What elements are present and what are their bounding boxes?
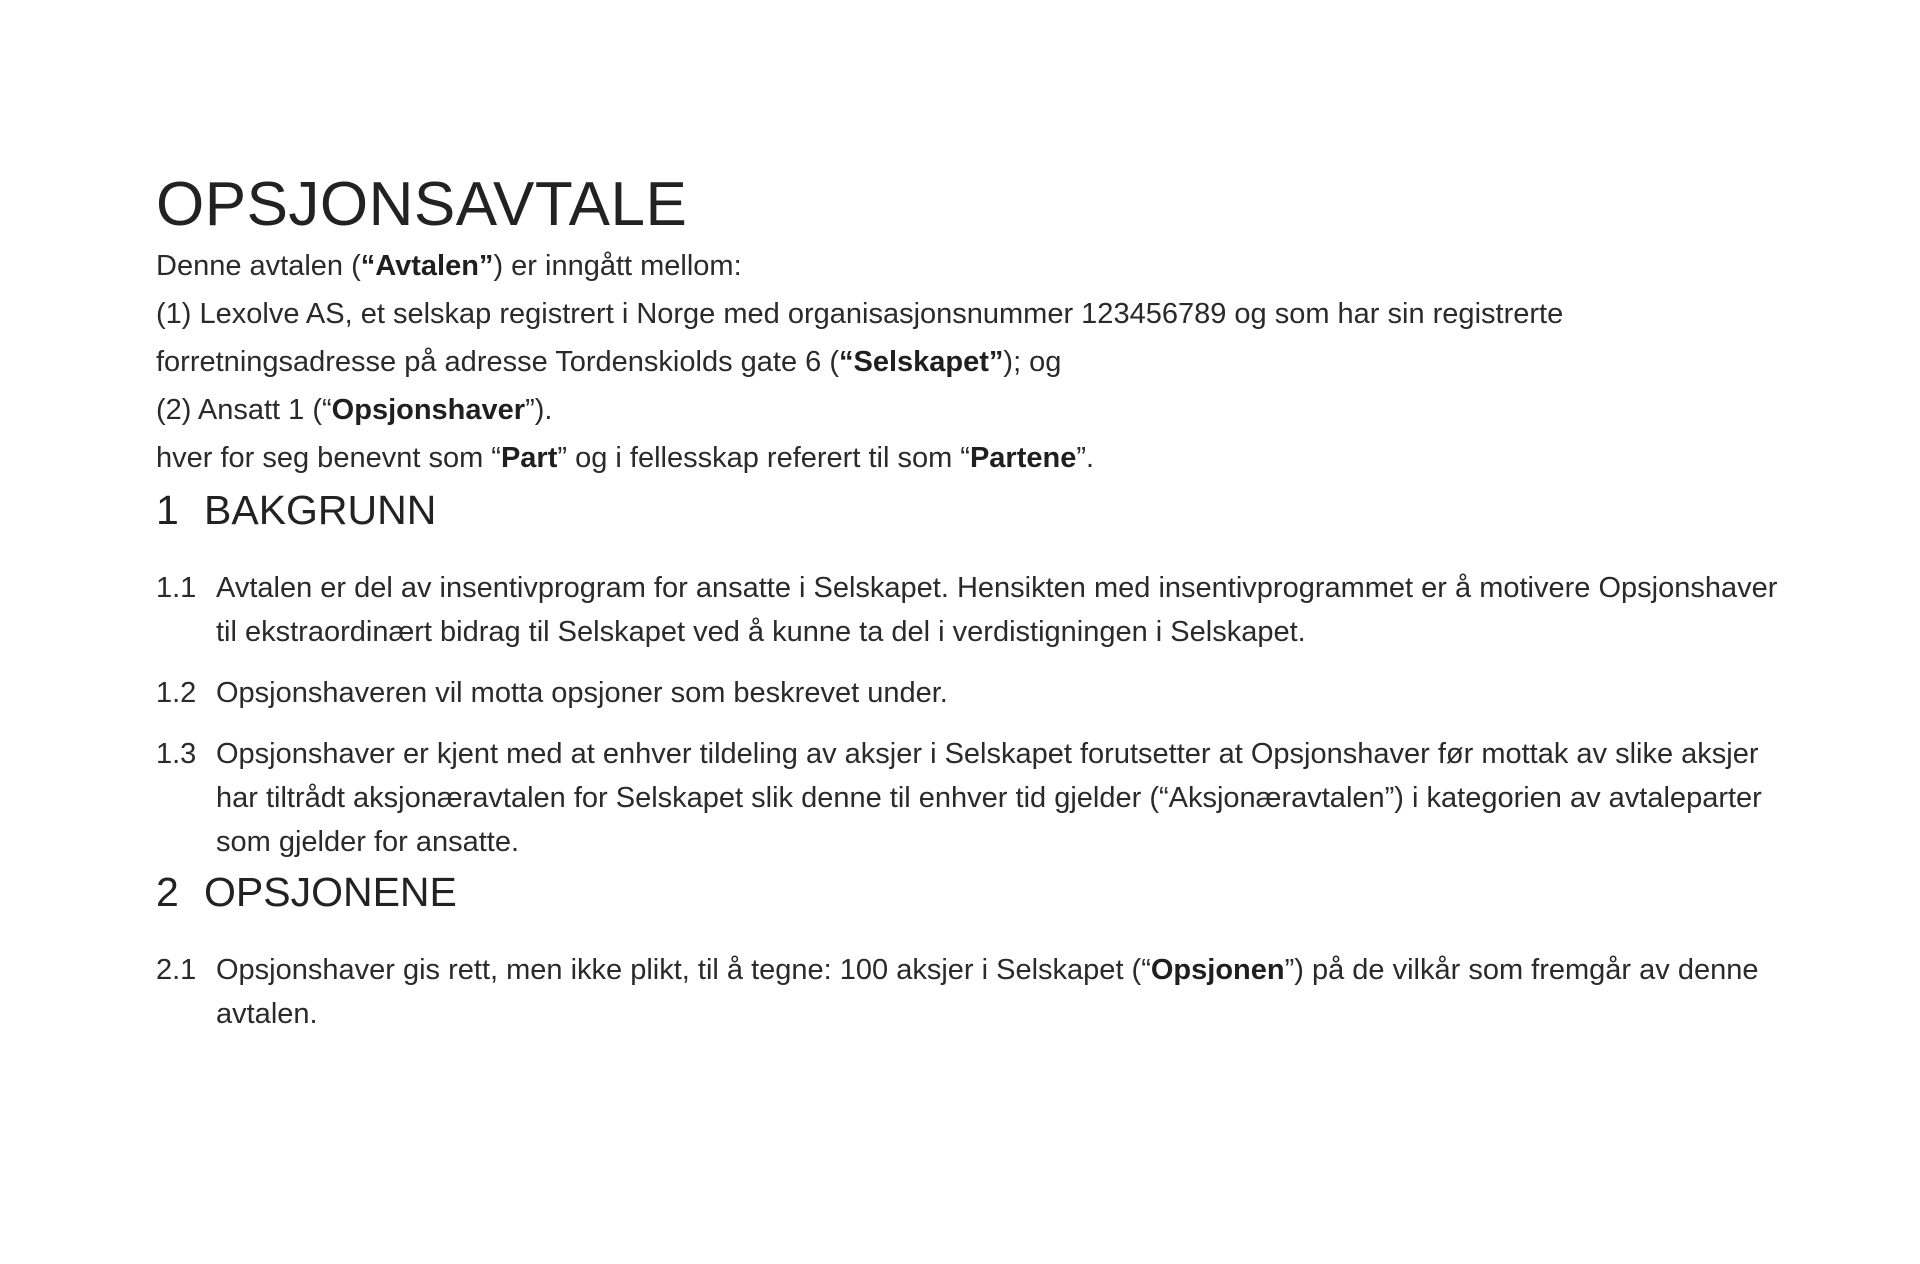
party-2-prefix: (2) Ansatt 1 (“ <box>156 394 332 426</box>
party-1-paragraph <box>156 290 1796 386</box>
clause-text: Opsjonshaveren vil motta opsjoner som beskrevet under. <box>216 677 948 709</box>
definition-term-part: Part <box>500 442 558 474</box>
clause-text: Opsjonshaver er kjent med at enhver tildeling av aksjer i Selskapet forutsetter at Opsjonshaver før mottak av slike aksjer har tiltrådt aksjonæravtalen for Selskapet slik denne til enhver tid gjelder (“Aksjonæravtalen”) i kategorien av avtaleparter som gjelder for ansatte. <box>216 738 1762 858</box>
section-title: BAKGRUNN <box>204 487 437 533</box>
party-2-suffix: ”). <box>525 394 553 426</box>
definition-prefix: hver for seg benevnt som “ <box>156 442 501 474</box>
clause-1-1 <box>156 566 1796 654</box>
definition-term-partene: Partene <box>969 442 1077 474</box>
clause-number: 1.2 <box>156 677 197 709</box>
section-number: 2 <box>156 869 179 915</box>
clause-text: Avtalen er del av insentivprogram for ansatte i Selskapet. Hensikten med insentivprogrammet er å motivere Opsjonshaver til ekstraordinært bidrag til Selskapet ved å kunne ta del i verdistigningen i Selskapet. <box>216 572 1778 648</box>
clause-number: 1.3 <box>156 738 197 770</box>
definition-middle: ” og i fellesskap referert til som “ <box>557 442 970 474</box>
definition-paragraph <box>156 434 1796 482</box>
document <box>156 168 1796 1036</box>
clause-1-2 <box>156 671 1796 715</box>
clause-2-1 <box>156 948 1796 1036</box>
party-1-suffix: ); og <box>1003 346 1062 378</box>
definition-suffix: ”. <box>1076 442 1095 474</box>
party-1-defined-term: “Selskapet” <box>838 346 1004 378</box>
clause-number: 2.1 <box>156 954 197 986</box>
clause-suffix: ”) på de vilkår som fremgår av denne avtalen. <box>216 954 1759 1030</box>
section-title: OPSJONENE <box>204 869 457 915</box>
section-heading-1 <box>156 482 1796 538</box>
section-number: 1 <box>156 487 179 533</box>
clause-prefix: Opsjonshaver gis rett, men ikke plikt, til å tegne: 100 aksjer i Selskapet (“ <box>216 954 1151 986</box>
party-1-prefix: (1) Lexolve AS, et selskap registrert i Norge med organisasjonsnummer 123456789 og som har sin registrerte forretningsadresse på adresse Tordenskiolds gate 6 ( <box>156 298 1564 378</box>
clause-number: 1.1 <box>156 572 197 604</box>
section-heading-2 <box>156 864 1796 920</box>
intro-paragraph <box>156 242 1796 290</box>
clause-text <box>216 948 1796 1036</box>
intro-prefix: Denne avtalen ( <box>156 250 361 282</box>
clause-defined-term: Opsjonen <box>1150 954 1285 986</box>
document-title: OPSJONSAVTALE <box>156 170 688 239</box>
intro-suffix: ) er inngått mellom: <box>493 250 742 282</box>
intro-defined-term: “Avtalen” <box>360 250 494 282</box>
clause-1-3 <box>156 732 1796 864</box>
party-2-defined-term: Opsjonshaver <box>331 394 526 426</box>
party-2-paragraph <box>156 386 1796 434</box>
